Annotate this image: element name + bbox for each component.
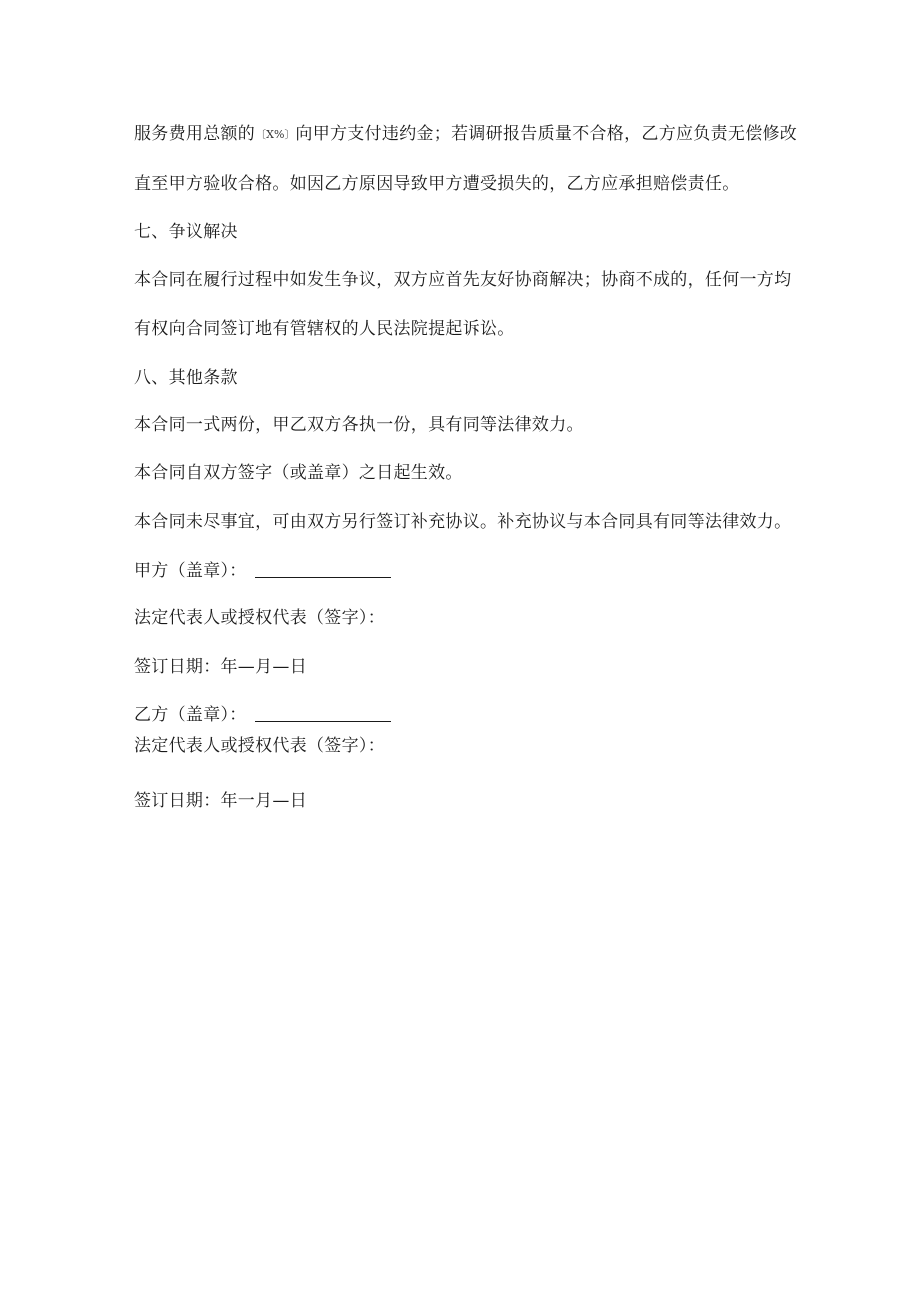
- party-a-seal-line: [134, 559, 391, 583]
- percentage-placeholder: 〔X%〕: [255, 128, 296, 141]
- clause-6-line-1: [134, 122, 797, 147]
- party-b-signing-date: 签订日期：年一月—日: [134, 791, 307, 811]
- clause-8-effective: 本合同自双方签字（或盖章）之日起生效。: [134, 463, 463, 483]
- party-b-seal-label: 乙方（盖章）：: [134, 705, 247, 725]
- clause-6-text-end: 向甲方支付违约金；若调研报告质量不合格，乙方应负责无偿修改: [295, 124, 798, 144]
- party-b-representative: 法定代表人或授权代表（签字）：: [134, 736, 385, 756]
- clause-7-line-2: 有权向合同签订地有管辖权的人民法院提起诉讼。: [134, 319, 515, 339]
- section-8-heading: 八、其他条款: [134, 368, 238, 388]
- party-b-signature-blank: [255, 703, 391, 722]
- clause-7-line-1: 本合同在履行过程中如发生争议，双方应首先友好协商解决；协商不成的，任何一方均: [134, 270, 792, 290]
- party-b-seal-line: [134, 703, 391, 727]
- party-a-signing-date: 签订日期：年—月—日: [134, 657, 307, 677]
- party-a-representative: 法定代表人或授权代表（签字）：: [134, 608, 385, 628]
- party-a-signature-blank: [255, 559, 391, 578]
- section-7-heading: 七、争议解决: [134, 222, 238, 242]
- clause-6-text-start: 服务费用总额的: [134, 124, 256, 144]
- clause-6-line-2: 直至甲方验收合格。如因乙方原因导致甲方遭受损失的，乙方应承担赔偿责任。: [134, 174, 740, 194]
- party-a-seal-label: 甲方（盖章）：: [134, 561, 247, 581]
- clause-8-supplement: 本合同未尽事宜，可由双方另行签订补充协议。补充协议与本合同具有同等法律效力。: [134, 512, 792, 532]
- clause-8-copies: 本合同一式两份，甲乙双方各执一份，具有同等法律效力。: [134, 415, 584, 435]
